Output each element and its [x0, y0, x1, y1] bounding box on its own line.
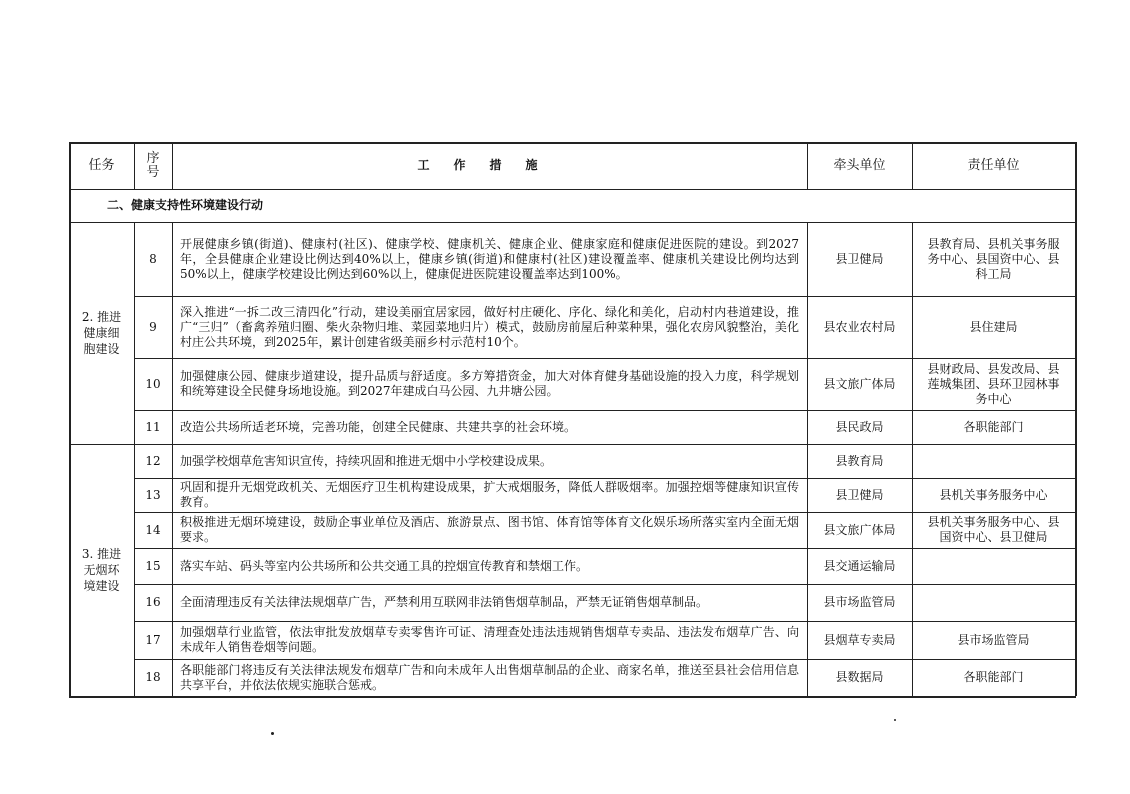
measure-text: 深入推进“一拆二改三清四化”行动，建设美丽宜居家园，做好村庄硬化、序化、绿化和美化，启动村内巷道建设，推广“三归”（畜禽养殖归圈、柴火杂物归堆、菜园菜地归片）模式，鼓励房前屋后种菜种果，强化农房风貌整治，美化村庄公共环境，到2025年，累计创建省级美丽乡村示范村10个。 [180, 304, 799, 349]
lead-unit: 县教育局 [835, 453, 884, 468]
measure-text: 加强烟草行业监管，依法审批发放烟草专卖零售许可证、清理查处违法违规销售烟草专卖品、违法发布烟草广告、向未成年人销售卷烟等问题。 [180, 625, 799, 654]
measure-text: 各职能部门将违反有关法律法规发布烟草广告和向未成年人出售烟草制品的企业、商家名单，推送至县社会信用信息共享平台，并依法依规实施联合惩戒。 [180, 662, 799, 692]
measure-cell [172, 478, 807, 512]
seq-number: 14 [145, 522, 161, 537]
table-rule [1075, 142, 1077, 696]
task-label-line: 境建设 [83, 579, 120, 593]
measure-cell [172, 444, 807, 478]
lead-unit: 县文旅广体局 [823, 376, 896, 391]
measure-text: 改造公共场所适老环境，完善功能，创建全民健康、共建共享的社会环境。 [180, 419, 577, 434]
responsible-unit: 县教育局、县机关事务服务中心、县国资中心、县科工局 [927, 236, 1060, 281]
seq-number: 18 [145, 670, 161, 684]
measure-cell [172, 659, 807, 696]
header-seq-char: 序 [146, 150, 160, 166]
responsible-unit: 县机关事务服务中心、县国资中心、县卫健局 [927, 515, 1060, 544]
measure-text: 开展健康乡镇(街道)、健康村(社区)、健康学校、健康机关、健康企业、健康家庭和健康促进医院的建设。到2027年，全县健康企业建设比例达到40%以上，健康乡镇(街道)和健康村(社区)建设覆盖率、健康机关建设比例均达到50%以上，健康学校建设比例达到60%以上，健康促进医院建设覆盖率达到100%。 [180, 236, 799, 281]
measure-cell [172, 512, 807, 548]
lead-unit: 县民政局 [835, 419, 884, 434]
table-rule [69, 696, 1076, 698]
measure-text: 加强健康公园、健康步道建设，提升品质与舒适度。多方筹措资金，加大对体育健身基础设施的投入力度，科学规划和统筹建设全民健身场地设施。到2027年建成白马公园、九井塘公园。 [180, 369, 799, 398]
measure-cell [172, 410, 807, 444]
seq-number: 9 [149, 319, 157, 334]
section-title: 二、健康支持性环境建设行动 [107, 198, 264, 212]
seq-number: 15 [145, 558, 161, 573]
responsible-unit: 各职能部门 [963, 419, 1024, 434]
lead-unit: 县数据局 [835, 670, 884, 684]
lead-unit: 县卫健局 [835, 251, 884, 266]
measure-text: 落实车站、码头等室内公共场所和公共交通工具的控烟宣传教育和禁烟工作。 [180, 558, 589, 573]
measure-cell [172, 548, 807, 584]
header-task: 任务 [88, 158, 115, 173]
lead-unit: 县文旅广体局 [823, 522, 896, 537]
work-measures-table [69, 142, 1075, 696]
responsible-unit: 县住建局 [969, 319, 1018, 334]
scan-dot-left [271, 732, 274, 735]
seq-number: 8 [149, 251, 157, 266]
header-seq [134, 142, 172, 189]
task-label-line: 3. 推进 [81, 547, 122, 561]
responsible-unit: 县市场监管局 [957, 632, 1030, 647]
measure-cell [172, 584, 807, 621]
seq-number: 11 [145, 419, 161, 434]
task-label-line: 2. 推进 [81, 310, 122, 324]
header-seq-char: 号 [146, 164, 160, 180]
task-label-line: 胞建设 [83, 342, 120, 356]
measure-text: 巩固和提升无烟党政机关、无烟医疗卫生机构建设成果，扩大戒烟服务，降低人群吸烟率。加强控烟等健康知识宣传教育。 [180, 480, 799, 509]
lead-unit: 县烟草专卖局 [823, 632, 896, 647]
seq-number: 13 [145, 487, 161, 502]
responsible-unit: 各职能部门 [963, 670, 1024, 684]
lead-unit: 县交通运输局 [823, 558, 896, 573]
scan-dot-right [894, 719, 896, 721]
lead-unit: 县卫健局 [835, 487, 884, 502]
seq-number: 17 [145, 632, 161, 647]
responsible-unit [912, 548, 1075, 584]
lead-unit: 县市场监管局 [823, 595, 896, 609]
header-measures: 工作措施 [417, 158, 562, 172]
task-label-line: 无烟环 [83, 563, 120, 577]
header-lead-unit: 牵头单位 [833, 158, 886, 173]
responsible-unit [912, 444, 1075, 478]
task-label [69, 222, 134, 444]
header-responsible-unit: 责任单位 [967, 158, 1020, 173]
lead-unit: 县农业农村局 [823, 319, 896, 334]
measure-cell [172, 296, 807, 358]
seq-number: 10 [145, 376, 161, 391]
measure-cell [172, 621, 807, 659]
seq-number: 16 [145, 595, 161, 609]
measure-text: 积极推进无烟环境建设，鼓励企事业单位及酒店、旅游景点、图书馆、体育馆等体育文化娱乐场所落实室内全面无烟要求。 [180, 515, 799, 544]
task-label-line: 健康细 [83, 326, 120, 340]
measure-cell [172, 358, 807, 410]
task-label [69, 444, 134, 696]
measure-text: 加强学校烟草危害知识宣传，持续巩固和推进无烟中小学校建设成果。 [180, 453, 553, 468]
responsible-unit: 县机关事务服务中心 [939, 487, 1048, 502]
responsible-unit [912, 584, 1075, 621]
responsible-unit: 县财政局、县发改局、县莲城集团、县环卫园林事务中心 [927, 361, 1060, 406]
measure-cell [172, 222, 807, 296]
seq-number: 12 [145, 453, 161, 468]
measure-text: 全面清理违反有关法律法规烟草广告，严禁利用互联网非法销售烟草制品，严禁无证销售烟草制品。 [180, 595, 709, 609]
